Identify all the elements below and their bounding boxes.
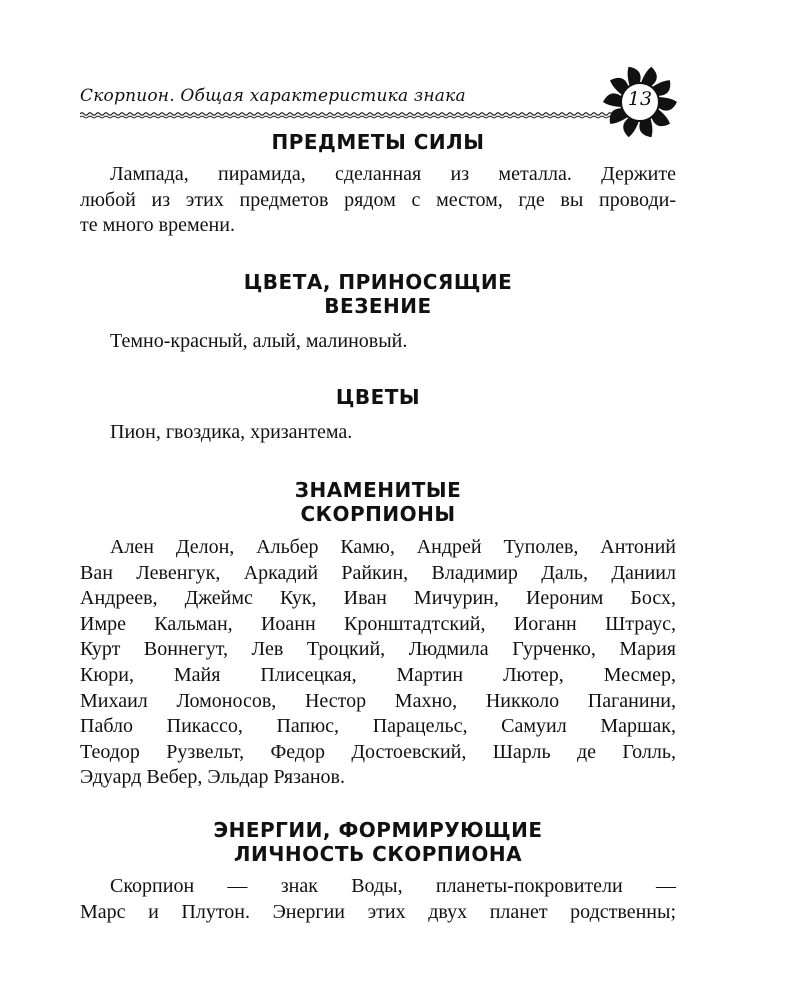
section-heading-power-objects (80, 130, 676, 154)
text-line: Михаил Ломоносов, Нестор Махно, Никколо Паганини, (80, 689, 676, 712)
heading-line: ЗНАМЕНИТЫЕ (294, 478, 462, 502)
text-line: Кюри, Майя Плисецкая, Мартин Лютер, Месмер, (80, 663, 676, 686)
text-line: Пион, гвоздика, хризантема. (110, 421, 353, 443)
section-body-lucky-colors (80, 329, 676, 355)
text-line: Ван Левенгук, Аркадий Райкин, Владимир Даль, Даниил (80, 561, 676, 584)
section-heading-flowers (80, 385, 676, 409)
text-line: Андреев, Джеймс Кук, Иван Мичурин, Иероним Босх, (80, 587, 676, 610)
running-title: Скорпион. Общая характеристика знака (80, 86, 466, 106)
heading-line: ВЕЗЕНИЕ (324, 294, 432, 318)
page-number: 13 (627, 88, 653, 110)
text-line: Теодор Рузвельт, Федор Достоевский, Шарль де Голль, (80, 740, 676, 763)
heading-line: ЦВЕТЫ (335, 385, 421, 409)
section-heading-famous-scorpios (80, 478, 676, 526)
text-line: Марс и Плутон. Энергии этих двух планет родственны; (80, 900, 676, 923)
text-line: Скорпион — знак Воды, планеты-покровители — (110, 875, 676, 897)
section-heading-energies (80, 818, 676, 866)
text-line: Лампада, пирамида, сделанная из металла. Держите (110, 163, 676, 185)
section-body-power-objects (80, 162, 676, 239)
section-body-flowers (80, 420, 676, 446)
section-body-energies (80, 874, 676, 925)
heading-line: СКОРПИОНЫ (300, 502, 456, 526)
wavy-rule (80, 110, 640, 120)
heading-line: ЛИЧНОСТЬ СКОРПИОНА (233, 842, 523, 866)
section-body-famous-scorpios (80, 535, 676, 791)
text-line: те много времени. (80, 214, 235, 237)
heading-line: ЦВЕТА, ПРИНОСЯЩИЕ (243, 270, 513, 294)
text-line: Ален Делон, Альбер Камю, Андрей Туполев, Антоний (110, 536, 676, 558)
heading-line: ПРЕДМЕТЫ СИЛЫ (271, 130, 485, 154)
text-line: Темно-красный, алый, малиновый. (110, 330, 408, 352)
text-line: Курт Воннегут, Лев Троцкий, Людмила Гурченко, Мария (80, 638, 676, 661)
heading-line: ЭНЕРГИИ, ФОРМИРУЮЩИЕ (213, 818, 543, 842)
text-line: Пабло Пикассо, Папюс, Парацельс, Самуил Маршак, (80, 715, 676, 738)
text-line: Эдуард Вебер, Эльдар Рязанов. (80, 766, 345, 789)
text-line: Имре Кальман, Иоанн Кронштадтский, Иоганн Штраус, (80, 612, 676, 635)
section-heading-lucky-colors (80, 270, 676, 318)
text-line: любой из этих предметов рядом с местом, где вы проводи- (80, 188, 676, 211)
